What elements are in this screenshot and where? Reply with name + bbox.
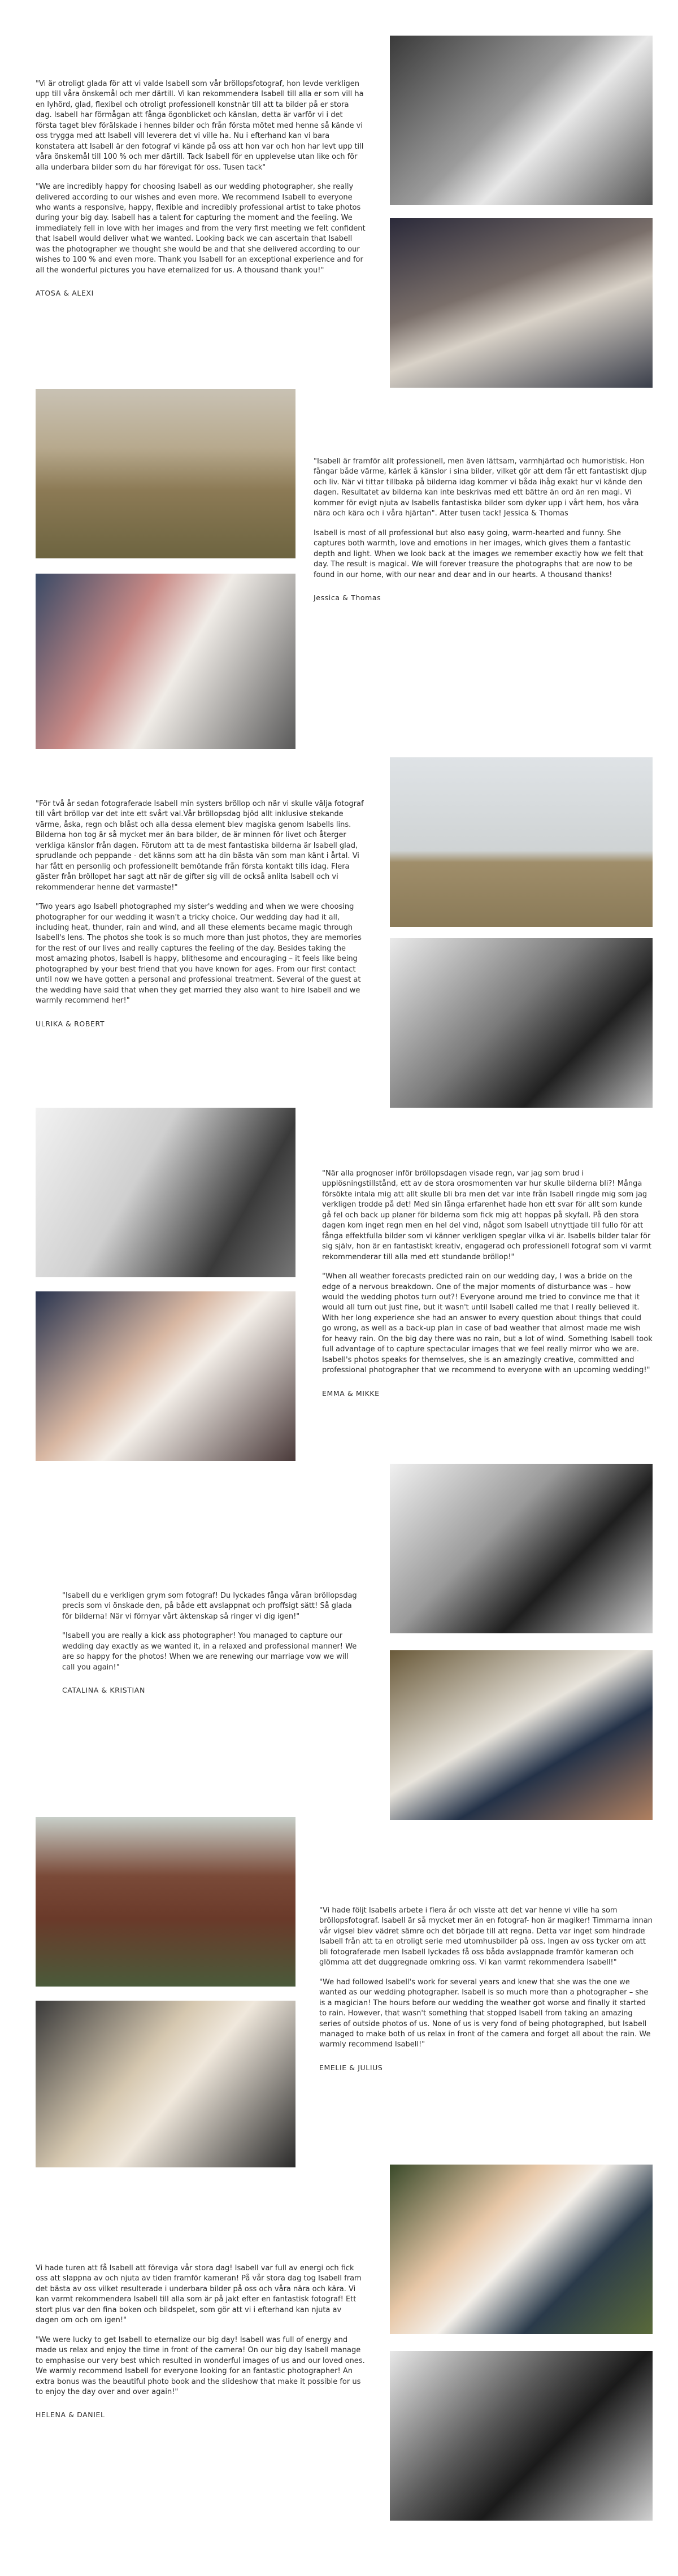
testimonial-english: "We had followed Isabell's work for several years and knew that she was the one we wanted as our wedding photographer. Isabell is so much more than a photographer – she is a magician! The hours before our wedding the weather got worse and finally it started to rain. However, that wasn't something that stopped Isabell from taking an amazing series of outside photos of us. None of us is very fond of being photographed, but Isabell managed to make both of us relax in front of the camera and forget all about the rain. We warmly recommend Isabell!" [319, 1977, 651, 2049]
wedding-photo [390, 1464, 653, 1633]
wedding-photo [390, 2351, 653, 2521]
wedding-photo [390, 757, 653, 927]
wedding-photo [390, 218, 653, 388]
testimonial-signature: ATOSA & ALEXI [36, 289, 94, 298]
testimonial-signature: ULRIKA & ROBERT [36, 1019, 105, 1028]
wedding-photo [36, 1291, 295, 1461]
testimonial-text-1 [36, 79, 366, 298]
testimonial-text-6 [319, 1906, 653, 2073]
wedding-photo [390, 1650, 653, 1820]
testimonial-swedish: "För två år sedan fotograferade Isabell min systers bröllop och när vi skulle välja fotograf till vårt bröllop var det inte ett svårt val.Vår bröllopsdag bjöd allt inklusive stekande värme, åska, regn och blåst och alla dessa element blev magiska genom Isabells lins. Bilderna hon tog är så mycket mer än bara bilder, de är minnen för livet och återger verkliga känslor från dagen. Förutom att ta de mest fantastiska bilderna är Isabell glad, sprudlande och peppande - det känns som att ha din bästa vän som man känt i årtal. Vi har fått en personlig och professionellt bemötande från första kontakt tills idag. Flera gäster från bröllopet har sagt att när de gifter sig vill de också anlita Isabell och vi rekommenderar henne det varmaste!" [36, 800, 364, 892]
testimonial-english: "We are incredibly happy for choosing Isabell as our wedding photographer, she really delivered according to our wishes and even more. We recommend Isabell to everyone who wants a responsive, happy, flexible and incredibly professional artist to take photos during your big day. Isabell has a talent for capturing the moment and the feeling. We immediately fell in love with her images and from the very first meeting we felt confident that Isabell would deliver what we wanted. Looking back we can ascertain that Isabell was the photographer we thought she would be and that she delivered according to our wishes to 100 % and even more. Thank you Isabell for an exceptional experience and for all the wonderful pictures you have eternalized for us. A thousand thank you!" [36, 183, 366, 275]
testimonial-swedish: "När alla prognoser inför bröllopsdagen visade regn, var jag som brud i upplösningstillstånd, ett av de stora orosmomenten var hur skulle bilderna bli?! Många försökte intala mig att allt skulle bli bra men det var inte från Isabell ringde mig som jag verkligen trodde på det! Med sin långa erfarenhet hade hon ett svar för allt som kunde gå fel och back up planer för bilderna som fick mig att hoppas på skyfall. På den stora dagen kom inget regn men en hel del vind, något som Isabell utnyttjade till fullo för att fånga effektfulla bilder som vi känner verkligen speglar vilka vi är. Isabells bilder talar för sig själv, hon är en fantastiskt kreativ, engagerad och professionell fotograf som vi varmt rekommenderar till alla med ett stundande bröllop!" [322, 1169, 651, 1261]
testimonial-signature: Jessica & Thomas [314, 593, 381, 602]
wedding-photo [390, 2165, 653, 2334]
wedding-photo [36, 574, 295, 749]
testimonial-swedish: "Vi är otroligt glada för att vi valde Isabell som vår bröllopsfotograf, hon levde verkligen upp till våra önskemål och mer därtill. Vi kan rekommendera Isabell till alla er som vill ha en lyhörd, glad, flexibel och otroligt professionell konstnär till att ta bilder på er stora dag. Isabell har förmågan att fånga ögonblicket och känslan, detta är varför vi i det första taget blev förälskade i hennes bilder och från första mötet med henne så kände vi oss trygga med att Isabell vill leverera det vi ville ha. Nu i efterhand kan vi bara konstatera att Isabell är den fotograf vi kände på oss att hon var och hon har levt upp till våra önskemål till 100 % och mer därtill. Tack Isabell för en upplevelse utan like och för alla underbara bilder som du har förevigat för oss. Tusen tack" [36, 80, 364, 172]
testimonial-swedish: Vi hade turen att få Isabell att föreviga vår stora dag! Isabell var full av energi och fick oss att slappna av och njuta av tiden framför kameran! På vår stora dag tog Isabell fram det bästa av oss vilket resulterade i underbara bilder på oss och våra nära och kära. Vi kan varmt rekommendera Isabell till alla som är på jakt efter en fantastisk fotograf! Ett stort plus var den fina boken och bildspelet, som gör att vi i efterhand kan njuta av dagen om och om igen!" [36, 2264, 362, 2325]
wedding-photo [36, 1108, 295, 1277]
testimonial-signature: HELENA & DANIEL [36, 2410, 105, 2419]
testimonial-english: "When all weather forecasts predicted rain on our wedding day, I was a bride on the edge of a nervous breakdown. One of the major moments of disturbance was – how would the wedding photos turn out?! Everyone around me tried to convince me that it would all turn out just fine, but it wasn't until Isabell called me that I really believed it. With her long experience she had an answer to every question about things that could go wrong, as well as a back-up plan in case of bad weather that almost made me wish for heavy rain. On the big day there was no rain, but a lot of wind. Something Isabell took full advantage of to capture spectacular images that we feel really mirror who we are. Isabell's photos speaks for themselves, she is an amazingly creative, committed and professional photographer that we recommend to everyone with an upcoming wedding!" [322, 1272, 653, 1375]
testimonial-text-7 [36, 2263, 366, 2420]
wedding-photo [36, 1817, 295, 1987]
testimonial-swedish: "Isabell är framför allt professionell, men även lättsam, varmhjärtad och humoristisk. Hon fångar både värme, kärlek å känslor i sina bilder, vilket gör att dem får ett fantastiskt djup och liv. När vi tittar tillbaka på bilderna idag kommer vi båda ihåg exakt hur vi kände den dagen. Resultatet av bilderna kan inte beskrivas med ett bättre än ord än ren magi. Vi kommer för evigt njuta av Isabells fantastiska bilder som dyker upp i vårt hem, hos våra nära och kära och i våra hjärtan". Atter tusen tack! Jessica & Thomas [314, 457, 647, 518]
testimonial-signature: EMELIE & JULIUS [319, 2063, 383, 2072]
testimonial-text-4 [322, 1169, 653, 1398]
wedding-photo [36, 389, 295, 558]
testimonial-signature: EMMA & MIKKE [322, 1389, 380, 1398]
testimonial-swedish: "Vi hade följt Isabells arbete i flera år och visste att det var henne vi ville ha som bröllopsfotograf. Isabell är så mycket mer än en fotograf- hon är magiker! Timmarna innan vår vigsel blev vädret sämre och det började till att regna. Detta var inget som hindrade Isabell från att ta en otroligt serie med utomhusbilder på oss. Ingen av oss tycker om att bli fotograferade men Isabell lyckades få oss båda avslappnade framför kameran och glömma att det duggregnade omkring oss. Vi kan varmt rekommendera Isabell!" [319, 1906, 653, 1967]
testimonial-english: "Isabell you are really a kick ass photographer! You managed to capture our wedding day exactly as we wanted it, in a relaxed and professional manner! We are so happy for the photos! When we are renewing our marriage vow we will call you again!" [62, 1632, 357, 1672]
wedding-photo [390, 36, 653, 205]
wedding-photo [390, 938, 653, 1108]
testimonial-text-3 [36, 799, 366, 1029]
testimonial-english: "We were lucky to get Isabell to eternalize our big day! Isabell was full of energy and made us relax and enjoy the time in front of the camera! On our big day Isabell manage to emphasise our very best which resulted in wonderful images of us and our loved ones. We warmly recommend Isabell for everyone looking for an fantastic photographer! An extra bonus was the beautiful photo book and the slideshow that make it possible for us to enjoy the day over and over again!" [36, 2335, 365, 2396]
testimonial-text-5 [62, 1591, 362, 1695]
testimonial-signature: CATALINA & KRISTIAN [62, 1686, 145, 1695]
testimonial-text-2 [314, 457, 653, 603]
testimonial-english: Isabell is most of all professional but also easy going, warm-hearted and funny. She captures both warmth, love and emotions in her images, which gives them a fantastic depth and light. When we look back at the images we remember exactly how we felt that day. The result is magical. We will forever treasure the photographs that are now to be found in our home, with our near and dear and in our hearts. A thousand thanks! [314, 528, 644, 579]
wedding-photo [36, 2001, 295, 2167]
testimonial-english: "Two years ago Isabell photographed my sister's wedding and when we were choosing photographer for our wedding it wasn't a tricky choice. Our wedding day had it all, including heat, thunder, rain and wind, and all these elements became magic through Isabell's lens. The photos she took is so much more than just photos, they are memories for the rest of our lives and really captures the feeling of the day. Besides taking the most amazing photos, Isabell is happy, blithesome and encouraging – it feels like being photographed by your best friend that you have known for ages. From our first contact until now we have gotten a personal and professional treatment. Several of the guest at the wedding have said that when they get married they also want to hire Isabell and we warmly recommend her!" [36, 903, 362, 1005]
testimonial-swedish: "Isabell du e verkligen grym som fotograf! Du lyckades fånga våran bröllopsdag precis som vi önskade den, på både ett avslappnat och proffsigt sätt! Så glada för bilderna! När vi förnyar vårt äktenskap så ringer vi dig igen!" [62, 1591, 357, 1621]
